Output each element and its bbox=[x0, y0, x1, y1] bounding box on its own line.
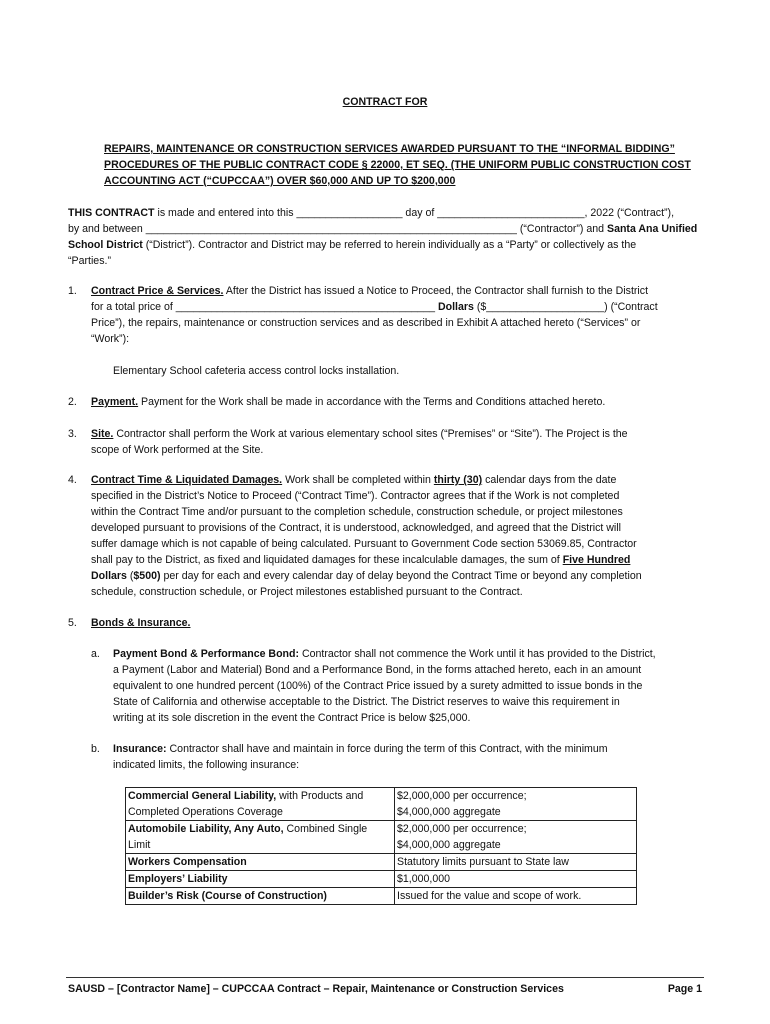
section-text: developed pursuant to provisions of the Contract, it is understood, acknowledged, and agreed that the District will bbox=[91, 522, 621, 534]
section-text: specified in the District’s Notice to Proceed (“Contract Time”). Contractor agrees that if the Work is not completed bbox=[91, 490, 620, 502]
coverage-cell: Employers’ Liability bbox=[126, 871, 395, 888]
coverage-detail: with Products and bbox=[276, 790, 364, 802]
coverage-detail: Completed Operations Coverage bbox=[128, 806, 283, 818]
section-heading: Contract Price & Services. bbox=[91, 285, 224, 297]
limit-cell: Statutory limits pursuant to State law bbox=[395, 854, 637, 871]
section-text: thirty (30) bbox=[433, 474, 483, 486]
coverage-cell: Workers Compensation bbox=[126, 854, 395, 871]
section-number: 5. bbox=[68, 617, 77, 629]
intro-text: by and between _______________________________________________________________ (“Contractor”) and bbox=[68, 223, 607, 235]
section-text: Dollars bbox=[91, 570, 127, 582]
district-name: Santa Ana Unified bbox=[607, 223, 698, 235]
footer-divider bbox=[66, 977, 704, 978]
coverage-detail: Combined Single bbox=[283, 823, 368, 835]
section-text: for a total price of ____________________________________________ bbox=[91, 301, 438, 313]
section-text: $500) bbox=[133, 570, 161, 582]
subtitle-line: ACCOUNTING ACT (“CUPCCAA”) OVER $60,000 AND UP TO $200,000 bbox=[104, 175, 456, 187]
limit-value: $2,000,000 per occurrence; bbox=[397, 823, 527, 835]
section-text: within the Contract Time and/or pursuant to the completion schedule, construction schedule, or project milestones bbox=[91, 506, 623, 518]
section-text: per day for each and every calendar day of delay beyond the Contract Time or beyond any completion bbox=[160, 570, 642, 582]
section-text: “Work”): bbox=[91, 333, 130, 345]
subsection-5b bbox=[91, 741, 700, 773]
subtitle-line: PROCEDURES OF THE PUBLIC CONTRACT CODE § 22000, ET SEQ. (THE UNIFORM PUBLIC CONSTRUCTION COST bbox=[104, 159, 691, 171]
limit-cell: $1,000,000 bbox=[395, 871, 637, 888]
section-text: scope of Work performed at the Site. bbox=[91, 444, 264, 456]
coverage-cell bbox=[126, 788, 395, 821]
subsection-letter: a. bbox=[91, 648, 100, 660]
section-text: calendar days from the date bbox=[482, 474, 617, 486]
section-heading: Site. bbox=[91, 428, 114, 440]
section-text: State of California and otherwise acceptable to the District. The District reserves to waive this requirement in bbox=[113, 696, 620, 708]
section-text: Contractor shall not commence the Work until it has provided to the District, bbox=[299, 648, 656, 660]
intro-text: (“District”). Contractor and District may be referred to herein individually as a “Party” or collectively as the bbox=[142, 239, 637, 251]
section-text: Dollars bbox=[437, 301, 474, 313]
section-3 bbox=[68, 426, 700, 458]
section-heading: Contract Time & Liquidated Damages. bbox=[91, 474, 283, 486]
subsection-letter: b. bbox=[91, 743, 100, 755]
coverage-cell bbox=[126, 821, 395, 854]
section-2 bbox=[68, 394, 700, 410]
table-row bbox=[126, 821, 637, 854]
document-subtitle bbox=[104, 141, 694, 189]
section-text: equivalent to one hundred percent (100%) of the Contract Price issued by a surety admitted to issue bonds in the bbox=[113, 680, 643, 692]
section-text: Work shall be completed within bbox=[282, 474, 434, 486]
footer-title: SAUSD – [Contractor Name] – CUPCCAA Contract – Repair, Maintenance or Construction Services bbox=[68, 983, 564, 995]
limit-cell bbox=[395, 821, 637, 854]
section-heading: Bonds & Insurance. bbox=[91, 617, 191, 629]
section-heading: Payment. bbox=[91, 396, 139, 408]
coverage-detail: Limit bbox=[128, 839, 151, 851]
limit-value: $4,000,000 aggregate bbox=[397, 806, 501, 818]
insurance-table bbox=[125, 787, 637, 905]
section-text: Payment for the Work shall be made in accordance with the Terms and Conditions attached hereto. bbox=[138, 396, 606, 408]
section-text: writing at its sole discretion in the event the Contract Price is below $25,000. bbox=[113, 712, 471, 724]
section-4 bbox=[68, 472, 700, 600]
subtitle-line: REPAIRS, MAINTENANCE OR CONSTRUCTION SERVICES AWARDED PURSUANT TO THE “INFORMAL BIDDING” bbox=[104, 143, 675, 155]
subsection-5a bbox=[91, 646, 700, 726]
intro-paragraph bbox=[68, 205, 700, 269]
limit-value: $4,000,000 aggregate bbox=[397, 839, 501, 851]
intro-text: is made and entered into this __________________ day of _________________________, 2022 (“Contract”), bbox=[154, 207, 675, 219]
section-text: suffer damage which is not capable of being calculated. Pursuant to Government Code section 53069.85, Contractor bbox=[91, 538, 637, 550]
table-row bbox=[126, 888, 637, 905]
section-1 bbox=[68, 283, 700, 347]
page-number: Page 1 bbox=[667, 983, 702, 995]
section-text: schedule, construction schedule, or Project milestones established pursuant to the Contract. bbox=[91, 586, 523, 598]
section-text: Price”), the repairs, maintenance or construction services and as described in Exhibit A attached hereto (“Services” or bbox=[91, 317, 641, 329]
section-text: Five Hundred bbox=[562, 554, 631, 566]
section-text: ($____________________) (“Contract bbox=[473, 301, 658, 313]
section-number: 2. bbox=[68, 396, 77, 408]
limit-value: $2,000,000 per occurrence; bbox=[397, 790, 527, 802]
table-row bbox=[126, 854, 637, 871]
subsection-heading: Insurance: bbox=[113, 743, 167, 755]
limit-cell: Issued for the value and scope of work. bbox=[395, 888, 637, 905]
section-number: 4. bbox=[68, 474, 77, 486]
document-title: CONTRACT FOR bbox=[342, 96, 428, 108]
intro-text: “Parties.” bbox=[68, 255, 111, 267]
subsection-heading: Payment Bond & Performance Bond: bbox=[113, 648, 300, 660]
section-text: Contractor shall have and maintain in force during the term of this Contract, with the minimum bbox=[166, 743, 608, 755]
section-text: indicated limits, the following insurance: bbox=[113, 759, 300, 771]
section-text: Contractor shall perform the Work at various elementary school sites (“Premises” or “Site”). The Project is the bbox=[113, 428, 628, 440]
section-number: 3. bbox=[68, 428, 77, 440]
section-text: ( bbox=[126, 570, 134, 582]
section-5 bbox=[68, 615, 700, 631]
section-number: 1. bbox=[68, 285, 77, 297]
section-text: a Payment (Labor and Material) Bond and a Performance Bond, in the forms attached hereto, each in an amount bbox=[113, 664, 642, 676]
table-row bbox=[126, 871, 637, 888]
coverage-name: Commercial General Liability, bbox=[128, 790, 277, 802]
work-description: Elementary School cafeteria access control locks installation. bbox=[113, 365, 400, 377]
table-row bbox=[126, 788, 637, 821]
coverage-cell: Builder’s Risk (Course of Construction) bbox=[126, 888, 395, 905]
section-text: shall pay to the District, as fixed and liquidated damages for these incalculable damages, the sum of bbox=[91, 554, 563, 566]
limit-cell bbox=[395, 788, 637, 821]
section-text: After the District has issued a Notice to Proceed, the Contractor shall furnish to the District bbox=[223, 285, 649, 297]
coverage-name: Automobile Liability, Any Auto, bbox=[128, 823, 284, 835]
district-name: School District bbox=[68, 239, 143, 251]
intro-lead: THIS CONTRACT bbox=[68, 207, 155, 219]
